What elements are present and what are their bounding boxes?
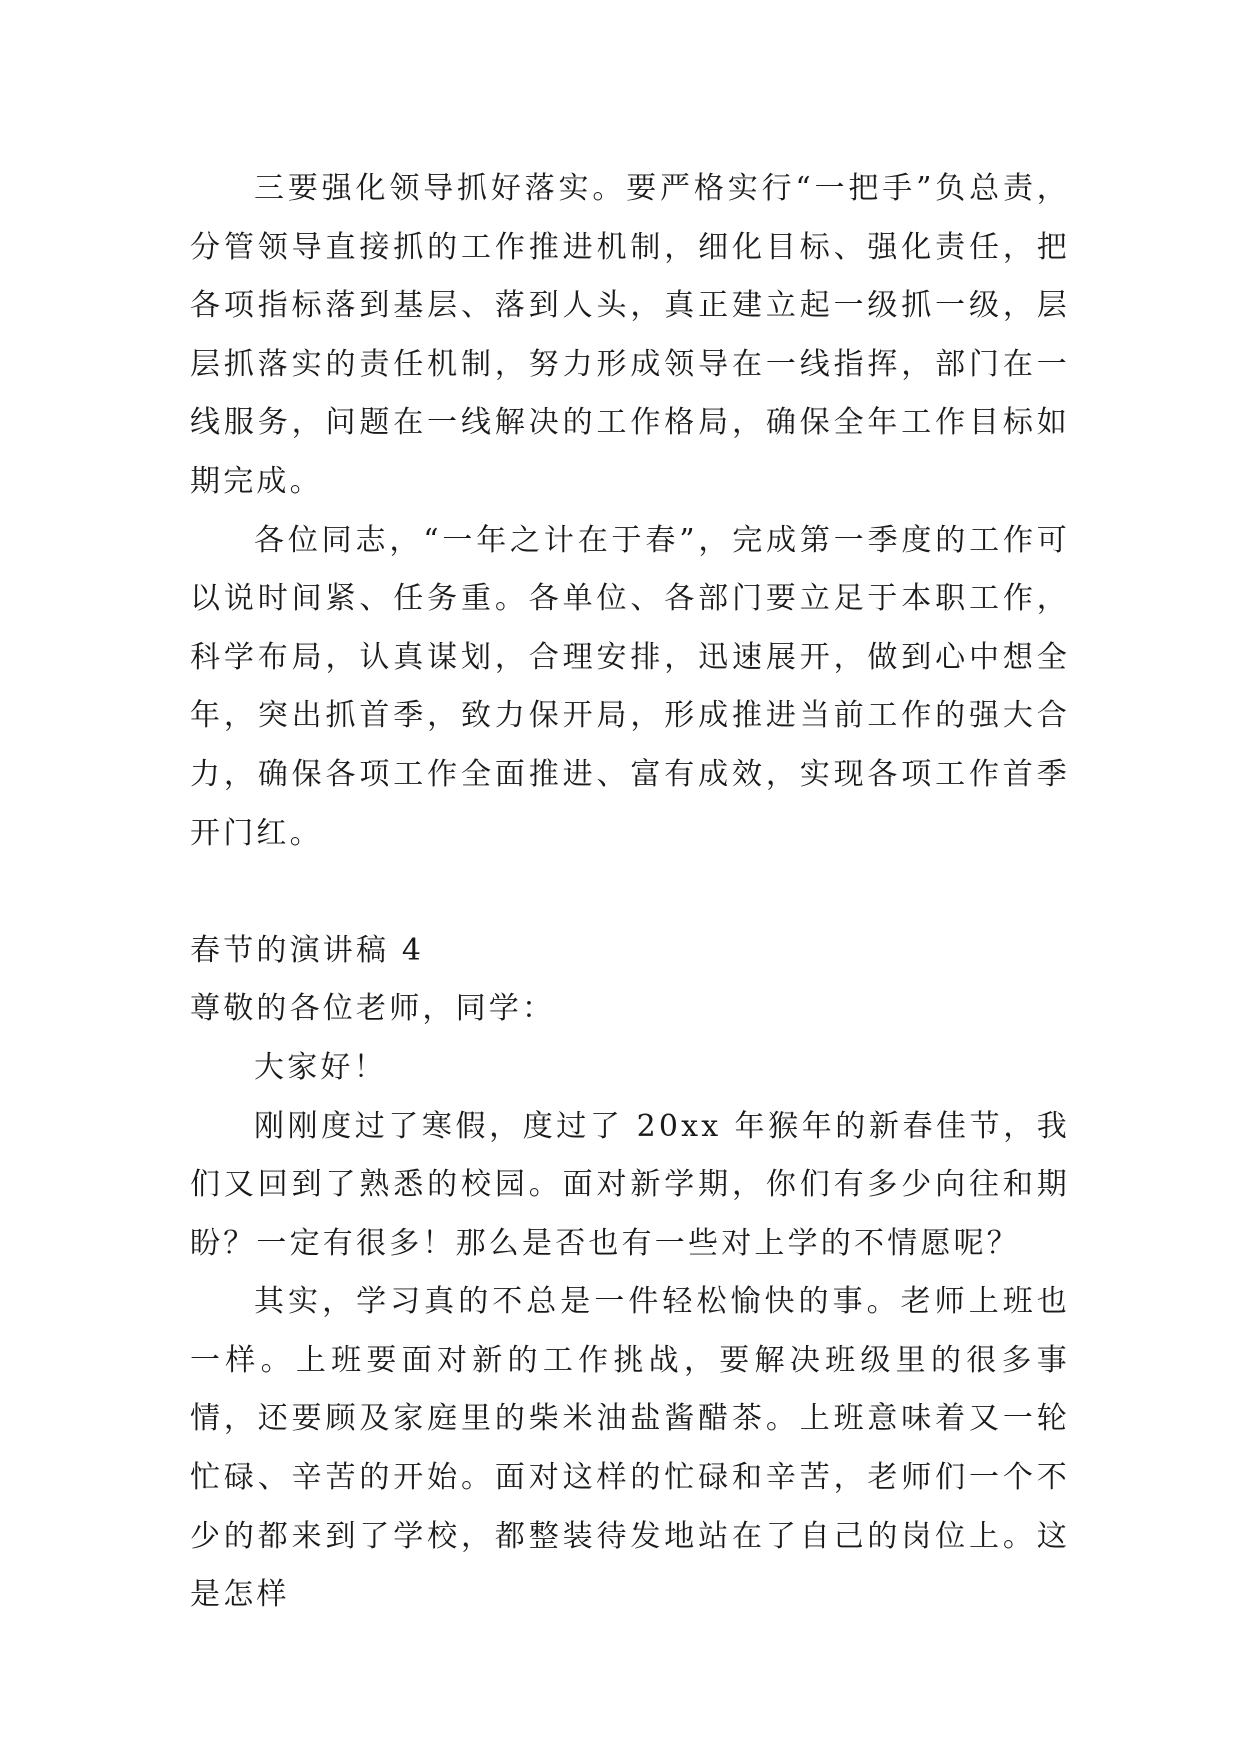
paragraph-first-quarter: 各位同志，“一年之计在于春”，完成第一季度的工作可以说时间紧、任务重。各单位、各部门要立足于本职工作，科学布局，认真谋划，合理安排，迅速展开，做到心中想全年，突出抓首季，致力保开局，形成推进当前工作的强大合力，确保各项工作全面推进、富有成效，实现各项工作首季开门红。 bbox=[190, 522, 1070, 851]
paragraph-implementation: 三要强化领导抓好落实。要严格实行“一把手”负总责，分管领导直接抓的工作推进机制，细化目标、强化责任，把各项指标落到基层、落到人头，真正建立起一级抓一级，层层抓落实的责任机制，努力形成领导在一线指挥，部门在一线服务，问题在一线解决的工作格局，确保全年工作目标如期完成。 bbox=[190, 171, 1070, 499]
section-title: 春节的演讲稿 4 bbox=[190, 932, 425, 968]
salutation: 尊敬的各位老师，同学： bbox=[190, 991, 556, 1027]
section-spacer bbox=[190, 863, 1070, 922]
document-body bbox=[190, 160, 1070, 1625]
greeting: 大家好！ bbox=[254, 1049, 387, 1085]
paragraph-teachers: 其实，学习真的不总是一件轻松愉快的事。老师上班也一样。上班要面对新的工作挑战，要解决班级里的很多事情，还要顾及家庭里的柴米油盐酱醋茶。上班意味着又一轮忙碌、辛苦的开始。面对这样的忙碌和辛苦，老师们一个不少的都来到了学校，都整装待发地站在了自己的岗位上。这是怎样 bbox=[190, 1284, 1070, 1613]
paragraph-new-semester: 刚刚度过了寒假，度过了 20xx 年猴年的新春佳节，我们又回到了熟悉的校园。面对新学期，你们有多少向往和期盼？一定有很多！那么是否也有一些对上学的不情愿呢？ bbox=[190, 1108, 1070, 1261]
